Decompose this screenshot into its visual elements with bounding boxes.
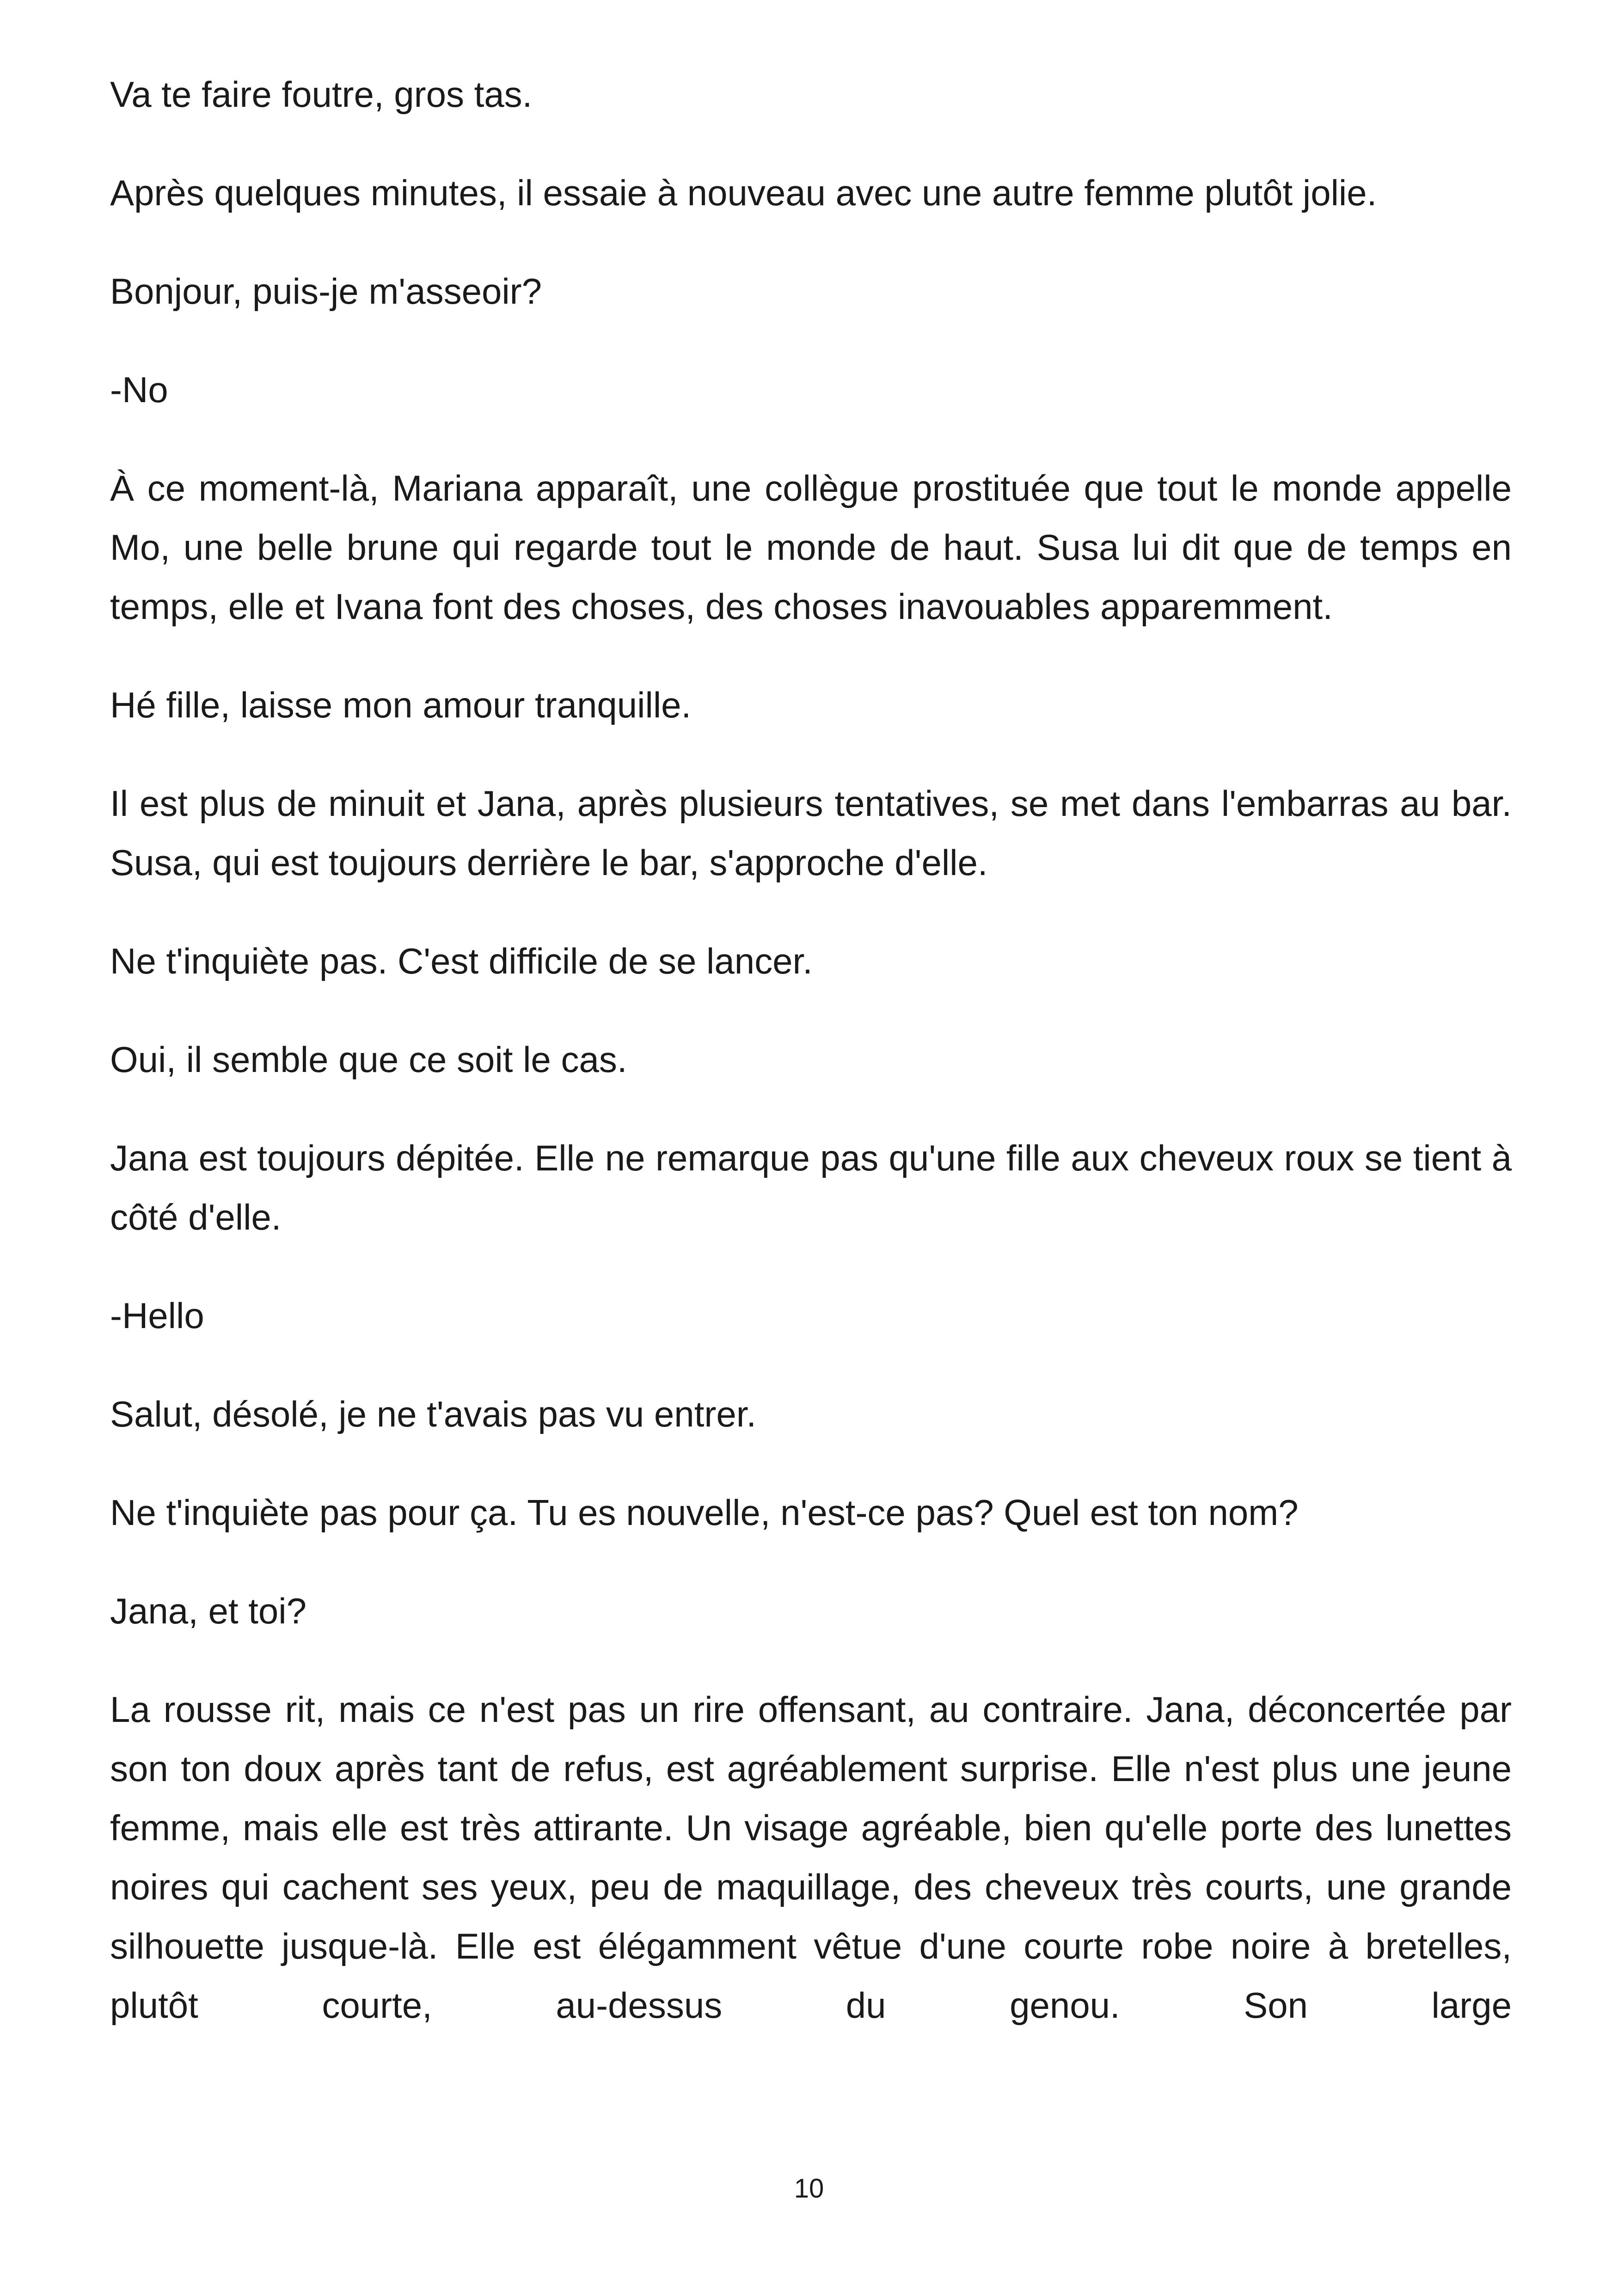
paragraph: Jana, et toi?	[110, 1591, 306, 1631]
paragraph: Il est plus de minuit et Jana, après plusieurs tentatives, se met dans l'embarras au bar. Susa, qui est toujours derrière le bar, s'approche d'elle.	[110, 783, 1512, 883]
paragraph: Jana est toujours dépitée. Elle ne remarque pas qu'une fille aux cheveux roux se tient à côté d'elle.	[110, 1138, 1512, 1237]
body-text	[110, 65, 1512, 2035]
paragraph: Ne t'inquiète pas. C'est difficile de se lancer.	[110, 941, 813, 981]
paragraph: Va te faire foutre, gros tas.	[110, 74, 533, 115]
paragraph: Bonjour, puis-je m'asseoir?	[110, 271, 542, 312]
page-number: 10	[794, 2174, 824, 2204]
paragraph: Salut, désolé, je ne t'avais pas vu entrer.	[110, 1394, 757, 1434]
paragraph: -Hello	[110, 1295, 204, 1336]
paragraph: À ce moment-là, Mariana apparaît, une collègue prostituée que tout le monde appelle Mo, une belle brune qui regarde tout le monde de haut. Susa lui dit que de temps en temps, elle et Ivana font des choses, des choses inavouables apparemment.	[110, 468, 1512, 627]
paragraph: Après quelques minutes, il essaie à nouveau avec une autre femme plutôt jolie.	[110, 172, 1377, 213]
paragraph: Ne t'inquiète pas pour ça. Tu es nouvelle, n'est-ce pas? Quel est ton nom?	[110, 1492, 1299, 1533]
paragraph: Hé fille, laisse mon amour tranquille.	[110, 685, 692, 725]
paragraph: La rousse rit, mais ce n'est pas un rire offensant, au contraire. Jana, déconcertée par son ton doux après tant de refus, est agréablement surprise. Elle n'est plus une jeune femme, mais elle est très attirante. Un visage agréable, bien qu'elle porte des lunettes noires qui cachent ses yeux, peu de maquillage, des cheveux très courts, une grande silhouette jusque-là. Elle est élégamment vêtue d'une courte robe noire à bretelles, plutôt courte, au-dessus du genou. Son large	[110, 1689, 1512, 2026]
paragraph: -No	[110, 369, 168, 410]
paragraph: Oui, il semble que ce soit le cas.	[110, 1039, 627, 1080]
